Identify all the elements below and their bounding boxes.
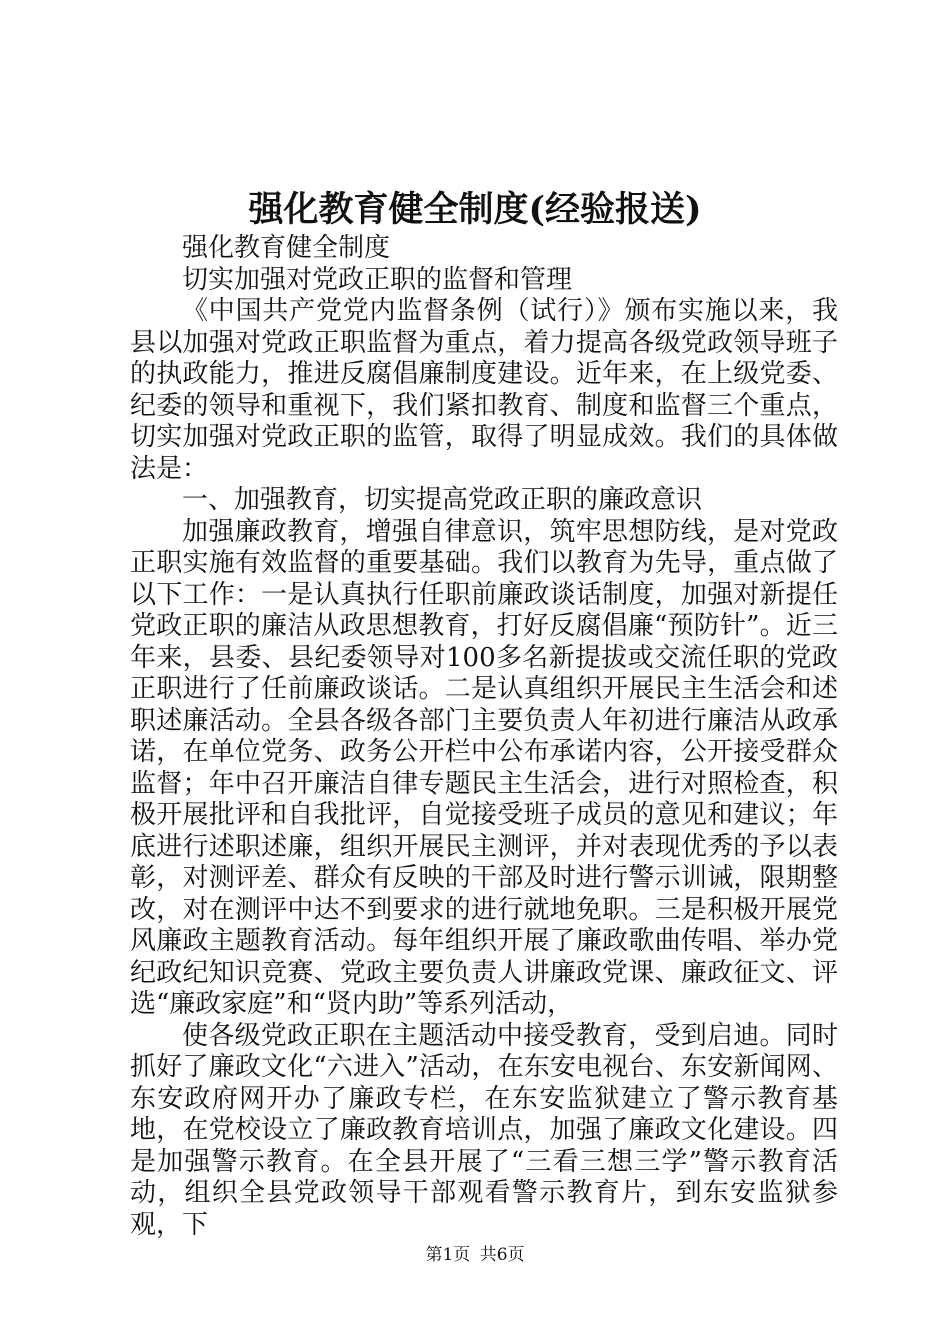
document-body [130, 233, 838, 1241]
page-footer [0, 1243, 950, 1267]
total-pages: 共6页 [479, 1245, 525, 1265]
paragraph-activities: 使各级党政正职在主题活动中接受教育，受到启迪。同时抓好了廉政文化“六进入”活动，在东安电视台、东安新闻网、东安政府网开办了廉政专栏，在东安监狱建立了警示教育基地，在党校设立了廉政教育培训点，加强了廉政文化建设。四是加强警示教育。在全县开展了“三看三想三学”警示教育活动，组织全县党政领导干部观看警示教育片，到东安监狱参观，下 [130, 1020, 838, 1240]
paragraph-education: 加强廉政教育，增强自律意识，筑牢思想防线，是对党政正职实施有效监督的重要基础。我们以教育为先导，重点做了以下工作：一是认真执行任职前廉政谈话制度，加强对新提任党政正职的廉洁从政思想教育，打好反腐倡廉“预防针”。近三年来，县委、县纪委领导对100多名新提拔或交流任职的党政正职进行了任前廉政谈话。二是认真组织开展民主生活会和述职述廉活动。全县各级各部门主要负责人年初进行廉洁从政承诺，在单位党务、政务公开栏中公布承诺内容，公开接受群众监督；年中召开廉洁自律专题民主生活会，进行对照检查，积极开展批评和自我批评，自觉接受班子成员的意见和建议；年底进行述职述廉，组织开展民主测评，并对表现优秀的予以表彰，对测评差、群众有反映的干部及时进行警示训诫，限期整改，对在测评中达不到要求的进行就地免职。三是积极开展党风廉政主题教育活动。每年组织开展了廉政歌曲传唱、举办党纪政纪知识竞赛、党政主要负责人讲廉政党课、廉政征文、评选“廉政家庭”和“贤内助”等系列活动， [130, 516, 838, 1019]
paragraph-subheading: 切实加强对党政正职的监督和管理 [182, 264, 573, 295]
paragraph-intro: 《中国共产党党内监督条例（试行）》颁布实施以来，我县以加强对党政正职监督为重点，着力提高各级党政领导班子的执政能力，推进反腐倡廉制度建设。近年来，在上级党委、纪委的领导和重视下，我们紧扣教育、制度和监督三个重点，切实加强对党政正职的监管，取得了明显成效。我们的具体做法是： [130, 296, 838, 484]
document-title: 强化教育健全制度(经验报送) [248, 189, 702, 230]
page-number: 第1页 [425, 1245, 471, 1265]
section-heading-1: 一、加强教育，切实提高党政正职的廉政意识 [182, 485, 703, 515]
paragraph-heading: 强化教育健全制度 [182, 233, 391, 263]
